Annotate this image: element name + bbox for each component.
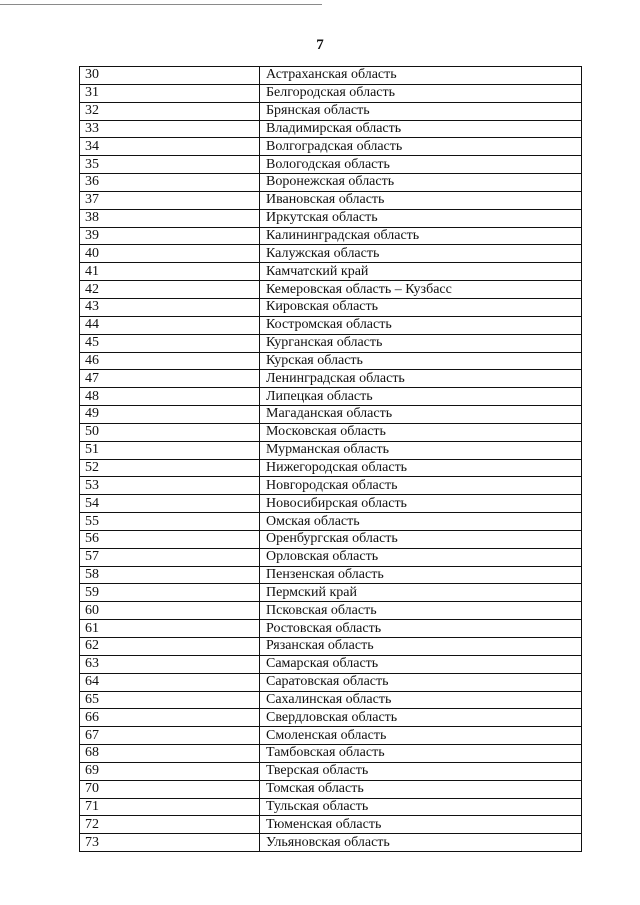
table-row: [80, 120, 582, 138]
region-name-cell: Псковская область: [260, 602, 582, 620]
region-name-cell: Костромская область: [260, 316, 582, 334]
region-code-cell: 43: [80, 298, 260, 316]
region-code-cell: 30: [80, 67, 260, 85]
table-row: [80, 102, 582, 120]
table-row: [80, 727, 582, 745]
regions-table: [79, 66, 582, 852]
table-row: [80, 263, 582, 281]
region-code-cell: 59: [80, 584, 260, 602]
table-row: [80, 352, 582, 370]
region-code-cell: 63: [80, 655, 260, 673]
region-code-cell: 60: [80, 602, 260, 620]
table-row: [80, 745, 582, 763]
table-row: [80, 655, 582, 673]
region-name-cell: Иркутская область: [260, 209, 582, 227]
table-row: [80, 227, 582, 245]
table-row: [80, 602, 582, 620]
table-row: [80, 406, 582, 424]
region-name-cell: Воронежская область: [260, 174, 582, 192]
region-name-cell: Ростовская область: [260, 620, 582, 638]
table-row: [80, 174, 582, 192]
region-code-cell: 73: [80, 834, 260, 852]
table-row: [80, 191, 582, 209]
region-name-cell: Астраханская область: [260, 67, 582, 85]
region-name-cell: Калининградская область: [260, 227, 582, 245]
region-name-cell: Свердловская область: [260, 709, 582, 727]
table-row: [80, 459, 582, 477]
table-row: [80, 298, 582, 316]
region-code-cell: 52: [80, 459, 260, 477]
region-name-cell: Орловская область: [260, 548, 582, 566]
region-code-cell: 70: [80, 780, 260, 798]
table-row: [80, 548, 582, 566]
region-name-cell: Самарская область: [260, 655, 582, 673]
region-name-cell: Омская область: [260, 513, 582, 531]
region-name-cell: Новосибирская область: [260, 495, 582, 513]
region-name-cell: Пензенская область: [260, 566, 582, 584]
region-code-cell: 35: [80, 156, 260, 174]
region-code-cell: 68: [80, 745, 260, 763]
table-row: [80, 762, 582, 780]
region-name-cell: Камчатский край: [260, 263, 582, 281]
region-name-cell: Тюменская область: [260, 816, 582, 834]
region-code-cell: 46: [80, 352, 260, 370]
table-row: [80, 780, 582, 798]
table-row: [80, 816, 582, 834]
table-row: [80, 156, 582, 174]
region-name-cell: Ленинградская область: [260, 370, 582, 388]
region-name-cell: Белгородская область: [260, 84, 582, 102]
table-row: [80, 316, 582, 334]
table-row: [80, 67, 582, 85]
table-row: [80, 477, 582, 495]
top-divider-line: [0, 4, 322, 5]
table-row: [80, 138, 582, 156]
region-code-cell: 40: [80, 245, 260, 263]
table-row: [80, 798, 582, 816]
region-name-cell: Тверская область: [260, 762, 582, 780]
table-row: [80, 834, 582, 852]
table-row: [80, 584, 582, 602]
region-name-cell: Саратовская область: [260, 673, 582, 691]
region-code-cell: 62: [80, 638, 260, 656]
table-row: [80, 281, 582, 299]
region-code-cell: 51: [80, 441, 260, 459]
region-code-cell: 48: [80, 388, 260, 406]
region-code-cell: 72: [80, 816, 260, 834]
region-name-cell: Московская область: [260, 423, 582, 441]
region-name-cell: Кемеровская область – Кузбасс: [260, 281, 582, 299]
regions-table-body: [80, 67, 582, 852]
table-row: [80, 513, 582, 531]
region-code-cell: 64: [80, 673, 260, 691]
region-name-cell: Волгоградская область: [260, 138, 582, 156]
region-code-cell: 54: [80, 495, 260, 513]
region-name-cell: Курганская область: [260, 334, 582, 352]
region-code-cell: 69: [80, 762, 260, 780]
table-row: [80, 388, 582, 406]
region-name-cell: Новгородская область: [260, 477, 582, 495]
table-row: [80, 84, 582, 102]
region-name-cell: Курская область: [260, 352, 582, 370]
region-name-cell: Тамбовская область: [260, 745, 582, 763]
region-name-cell: Вологодская область: [260, 156, 582, 174]
region-code-cell: 31: [80, 84, 260, 102]
table-row: [80, 673, 582, 691]
table-row: [80, 566, 582, 584]
region-code-cell: 66: [80, 709, 260, 727]
region-name-cell: Кировская область: [260, 298, 582, 316]
region-name-cell: Ивановская область: [260, 191, 582, 209]
table-row: [80, 209, 582, 227]
table-row: [80, 370, 582, 388]
region-name-cell: Магаданская область: [260, 406, 582, 424]
region-name-cell: Смоленская область: [260, 727, 582, 745]
table-row: [80, 530, 582, 548]
region-code-cell: 38: [80, 209, 260, 227]
region-name-cell: Брянская область: [260, 102, 582, 120]
region-code-cell: 42: [80, 281, 260, 299]
region-name-cell: Сахалинская область: [260, 691, 582, 709]
region-code-cell: 37: [80, 191, 260, 209]
region-code-cell: 44: [80, 316, 260, 334]
region-name-cell: Владимирская область: [260, 120, 582, 138]
region-name-cell: Пермский край: [260, 584, 582, 602]
region-code-cell: 39: [80, 227, 260, 245]
table-row: [80, 495, 582, 513]
region-code-cell: 58: [80, 566, 260, 584]
region-code-cell: 34: [80, 138, 260, 156]
region-code-cell: 71: [80, 798, 260, 816]
region-code-cell: 45: [80, 334, 260, 352]
region-name-cell: Ульяновская область: [260, 834, 582, 852]
table-row: [80, 691, 582, 709]
region-name-cell: Мурманская область: [260, 441, 582, 459]
table-row: [80, 245, 582, 263]
region-code-cell: 49: [80, 406, 260, 424]
region-code-cell: 55: [80, 513, 260, 531]
page-number: 7: [316, 37, 324, 53]
table-row: [80, 709, 582, 727]
region-name-cell: Томская область: [260, 780, 582, 798]
region-code-cell: 61: [80, 620, 260, 638]
region-code-cell: 65: [80, 691, 260, 709]
region-name-cell: Рязанская область: [260, 638, 582, 656]
region-name-cell: Оренбургская область: [260, 530, 582, 548]
region-name-cell: Липецкая область: [260, 388, 582, 406]
table-row: [80, 423, 582, 441]
table-row: [80, 334, 582, 352]
table-row: [80, 441, 582, 459]
region-code-cell: 36: [80, 174, 260, 192]
region-code-cell: 33: [80, 120, 260, 138]
region-name-cell: Калужская область: [260, 245, 582, 263]
table-row: [80, 638, 582, 656]
region-code-cell: 50: [80, 423, 260, 441]
table-row: [80, 620, 582, 638]
region-code-cell: 53: [80, 477, 260, 495]
region-name-cell: Тульская область: [260, 798, 582, 816]
region-code-cell: 47: [80, 370, 260, 388]
region-code-cell: 41: [80, 263, 260, 281]
region-name-cell: Нижегородская область: [260, 459, 582, 477]
region-code-cell: 32: [80, 102, 260, 120]
region-code-cell: 57: [80, 548, 260, 566]
region-code-cell: 67: [80, 727, 260, 745]
region-code-cell: 56: [80, 530, 260, 548]
